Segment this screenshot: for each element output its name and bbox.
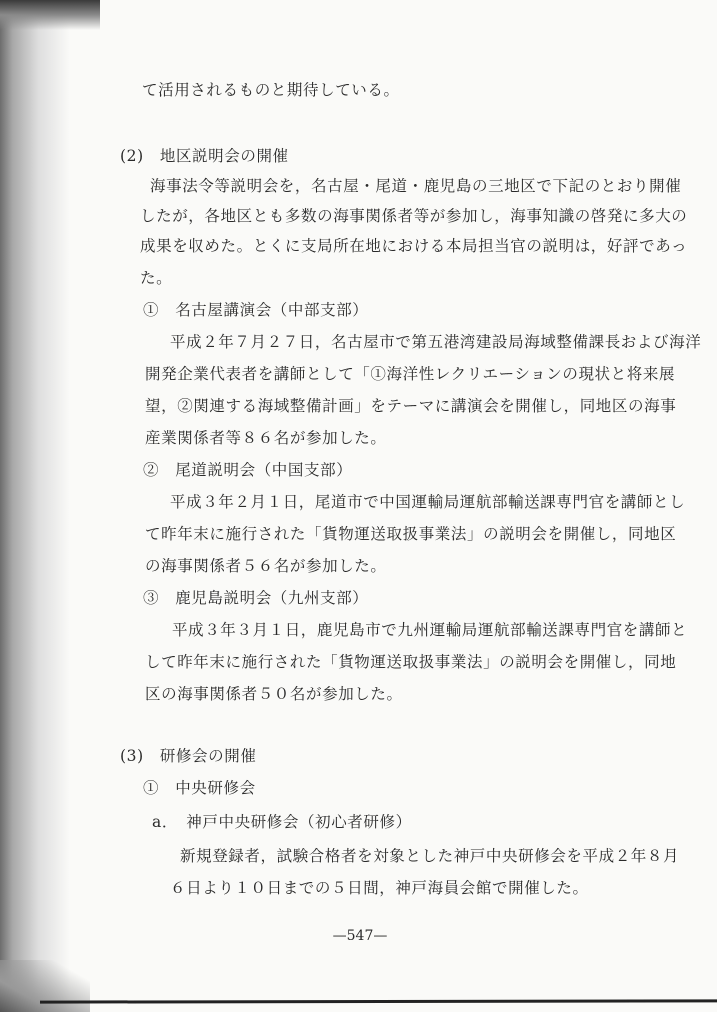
text-line: したが，各地区とも多数の海事関係者等が参加し，海事知識の啓発に多大の bbox=[140, 207, 688, 225]
text-line: ６日より１０日までの５日間，神戸海員会館で開催した。 bbox=[170, 879, 589, 897]
text-line: 新規登録者，試験合格者を対象とした神戸中央研修会を平成２年８月 bbox=[180, 847, 680, 865]
text-line: 望，②関連する海域整備計画」をテーマに講演会を開催し，同地区の海事 bbox=[145, 397, 677, 415]
page-bottom-edge bbox=[40, 999, 717, 1003]
text-line: 平成３年３月１日，鹿児島市で九州運輸局運航部輸送課専門官を講師と bbox=[172, 621, 688, 639]
subsection-heading: ① 名古屋講演会（中部支部） bbox=[143, 301, 369, 319]
text-line: 平成２年７月２７日，名古屋市で第五港湾建設局海域整備課長および海洋 bbox=[170, 333, 702, 351]
text-line: た。 bbox=[140, 269, 173, 287]
text-line: 開発企業代表者を講師として「①海洋性レクリエーションの現状と将来展 bbox=[145, 365, 676, 383]
text-line: 区の海事関係者５０名が参加した。 bbox=[145, 685, 403, 703]
text-line: の海事関係者５６名が参加した。 bbox=[145, 557, 387, 575]
subsection-heading: a． 神戸中央研修会（初心者研修） bbox=[152, 813, 412, 831]
scan-corner-shadow bbox=[0, 0, 100, 30]
subsection-heading: ③ 鹿児島説明会（九州支部） bbox=[143, 589, 369, 607]
section-heading: (3) 研修会の開催 bbox=[120, 747, 257, 765]
section-heading: (2) 地区説明会の開催 bbox=[120, 147, 289, 165]
text-line: 産業関係者等８６名が参加した。 bbox=[145, 429, 387, 447]
binding-shadow bbox=[0, 0, 70, 1012]
text-line: 海事法令等説明会を，名古屋・尾道・鹿児島の三地区で下記のとおり開催 bbox=[150, 177, 682, 195]
text-line: て昨年末に施行された「貨物運送取扱事業法」の説明会を開催し，同地区 bbox=[145, 525, 677, 543]
subsection-heading: ① 中央研修会 bbox=[143, 779, 256, 797]
text-line: 平成３年２月１日，尾道市で中国運輸局運航部輸送課専門官を講師とし bbox=[170, 493, 686, 511]
text-line: て活用されるものと期待している。 bbox=[142, 81, 400, 99]
text-line: 成果を収めた。とくに支局所在地における本局担当官の説明は，好評であっ bbox=[140, 237, 688, 255]
subsection-heading: ② 尾道説明会（中国支部） bbox=[143, 461, 353, 479]
scan-bottom-shadow bbox=[0, 960, 90, 1012]
page-number: —547— bbox=[332, 928, 388, 944]
text-line: して昨年末に施行された「貨物運送取扱事業法」の説明会を開催し，同地 bbox=[145, 653, 677, 671]
